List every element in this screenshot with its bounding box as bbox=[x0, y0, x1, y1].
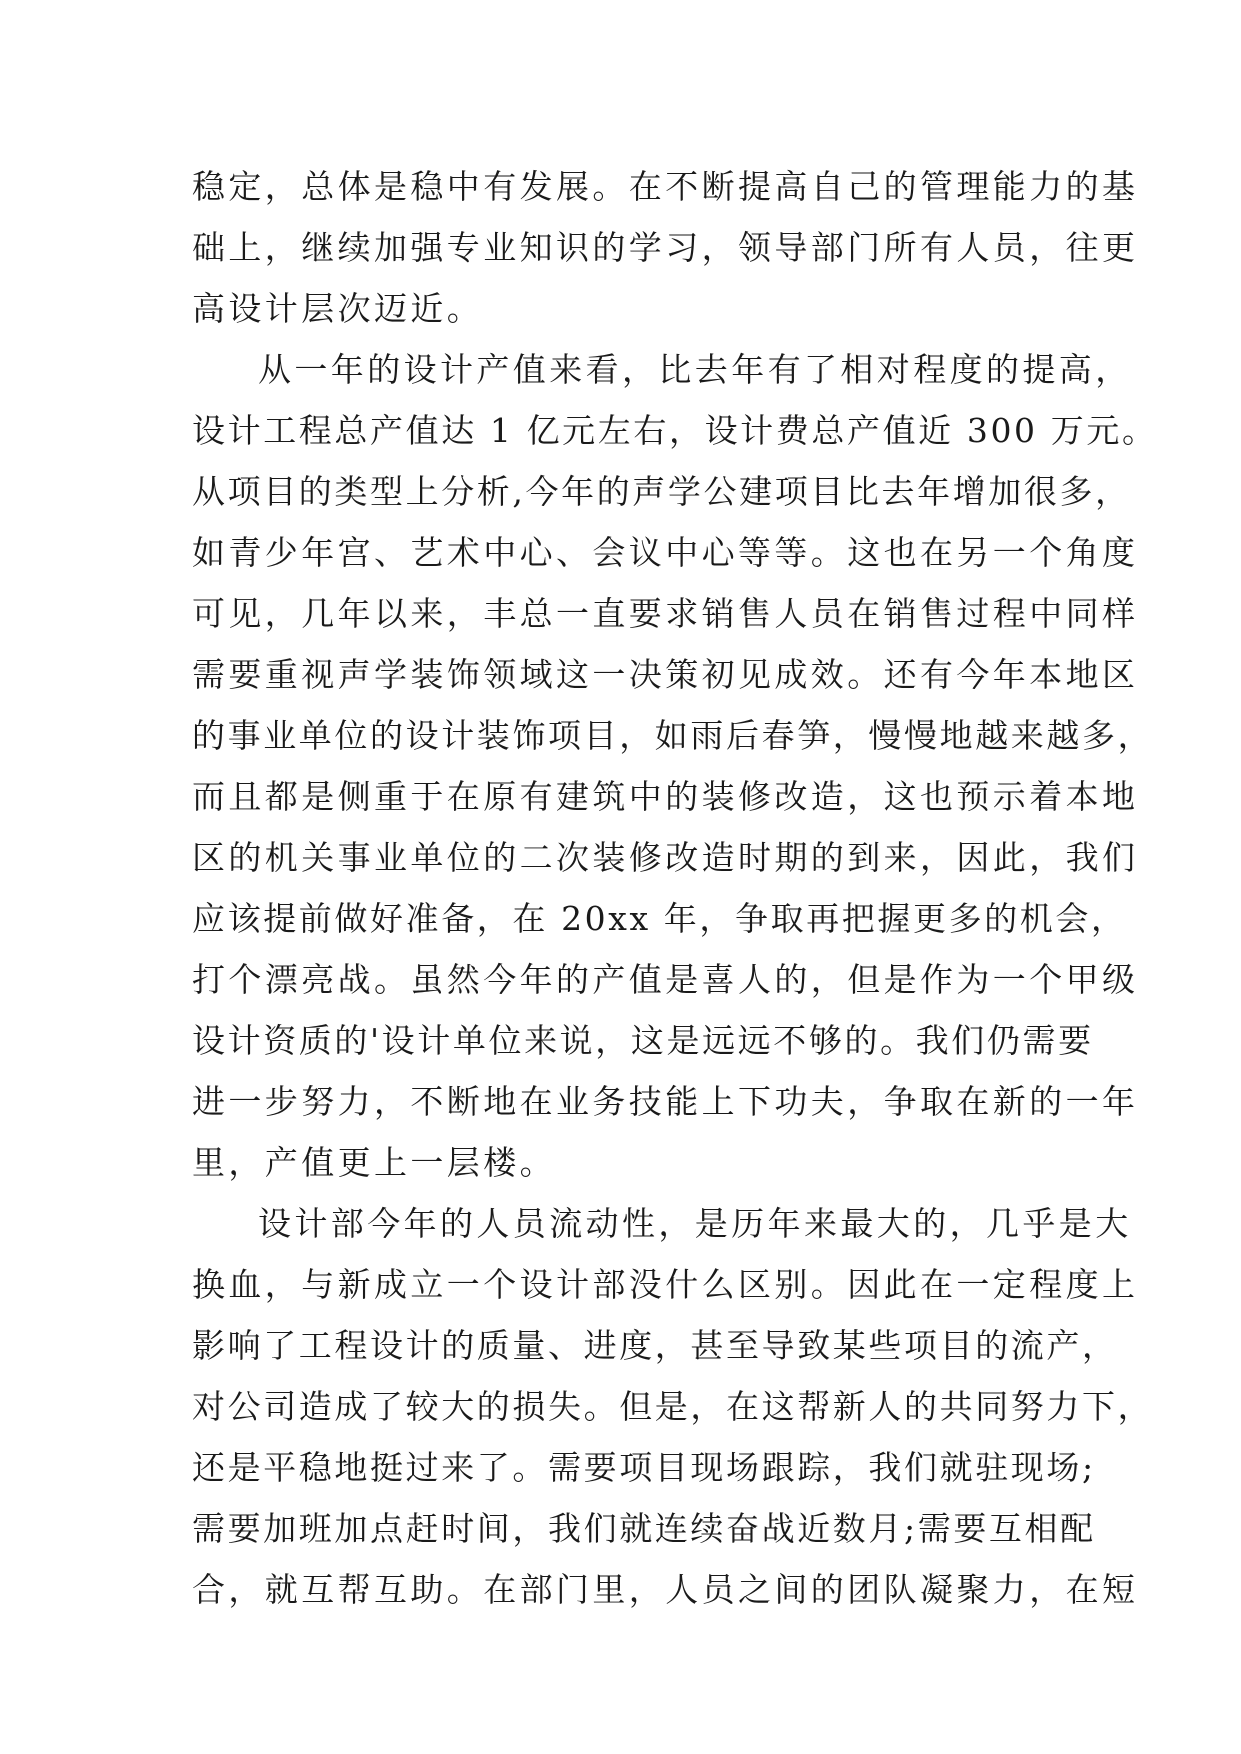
text-line: 里，产值更上一层楼。 bbox=[192, 1143, 556, 1182]
text-line: 需要重视声学装饰领域这一决策初见成效。还有今年本地区 bbox=[192, 655, 1139, 694]
paragraph-2 bbox=[192, 339, 1158, 1193]
text-line: 应该提前做好准备，在 20xx 年，争取再把握更多的机会， bbox=[192, 899, 1127, 938]
text-line: 合，就互帮互助。在部门里，人员之间的团队凝聚力，在短 bbox=[192, 1570, 1139, 1609]
document-body bbox=[192, 156, 1158, 1620]
text-line: 打个漂亮战。虽然今年的产值是喜人的，但是作为一个甲级 bbox=[192, 960, 1139, 999]
text-line: 而且都是侧重于在原有建筑中的装修改造，这也预示着本地 bbox=[192, 777, 1139, 816]
text-line: 的事业单位的设计装饰项目，如雨后春笋，慢慢地越来越多， bbox=[192, 716, 1154, 755]
text-line: 区的机关事业单位的二次装修改造时期的到来，因此，我们 bbox=[192, 838, 1139, 877]
text-line: 设计工程总产值达 1 亿元左右，设计费总产值近 300 万元。 bbox=[192, 411, 1158, 450]
text-line: 影响了工程设计的质量、进度，甚至导致某些项目的流产， bbox=[192, 1326, 1118, 1365]
text-line: 还是平稳地挺过来了。需要项目现场跟踪，我们就驻现场; bbox=[192, 1448, 1096, 1487]
text-line: 对公司造成了较大的损失。但是，在这帮新人的共同努力下， bbox=[192, 1387, 1154, 1426]
text-line: 需要加班加点赶时间，我们就连续奋战近数月;需要互相配 bbox=[192, 1509, 1096, 1548]
text-line: 从项目的类型上分析,今年的声学公建项目比去年增加很多， bbox=[192, 472, 1131, 511]
text-line: 设计部今年的人员流动性，是历年来最大的，几乎是大 bbox=[258, 1204, 1132, 1243]
text-line: 可见，几年以来，丰总一直要求销售人员在销售过程中同样 bbox=[192, 594, 1139, 633]
text-line: 进一步努力，不断地在业务技能上下功夫，争取在新的一年 bbox=[192, 1082, 1139, 1121]
text-line: 础上，继续加强专业知识的学习，领导部门所有人员，往更 bbox=[192, 228, 1139, 267]
text-line: 从一年的设计产值来看，比去年有了相对程度的提高， bbox=[258, 350, 1132, 389]
paragraph-1 bbox=[192, 156, 1139, 339]
text-line: 换血，与新成立一个设计部没什么区别。因此在一定程度上 bbox=[192, 1265, 1139, 1304]
text-line: 如青少年宫、艺术中心、会议中心等等。这也在另一个角度 bbox=[192, 533, 1139, 572]
text-line: 稳定，总体是稳中有发展。在不断提高自己的管理能力的基 bbox=[192, 167, 1139, 206]
text-line: 高设计层次迈近。 bbox=[192, 289, 484, 328]
paragraph-3 bbox=[192, 1193, 1154, 1620]
text-line: 设计资质的'设计单位来说，这是远远不够的。我们仍需要 bbox=[192, 1021, 1094, 1060]
